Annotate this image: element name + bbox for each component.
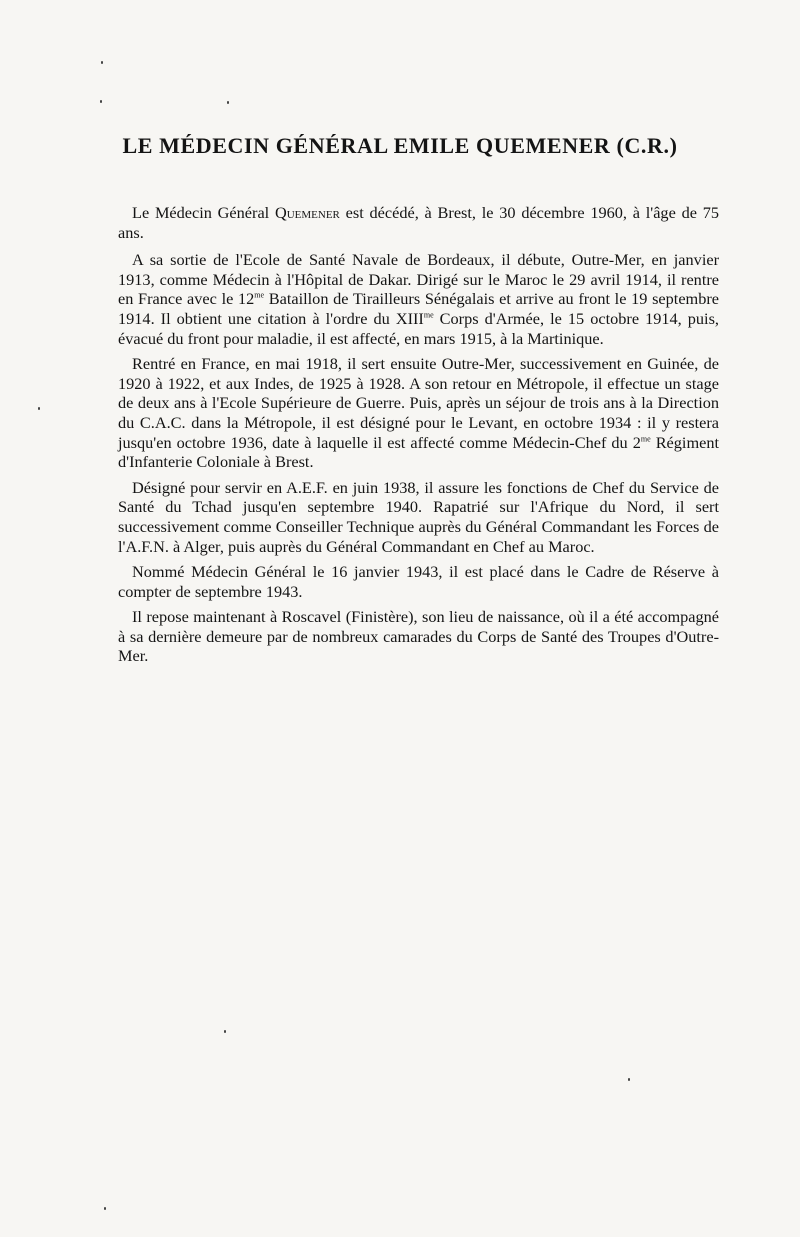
scan-speck	[628, 1078, 630, 1081]
scan-speck	[104, 1207, 106, 1210]
paragraph-1	[118, 203, 719, 242]
paragraph-6: Il repose maintenant à Roscavel (Finistère), son lieu de naissance, où il a été accompagné à sa dernière demeure par de nombreux camarades du Corps de Santé des Troupes d'Outre-Mer.	[118, 607, 719, 666]
article-body	[118, 203, 719, 672]
paragraph-4: Désigné pour servir en A.E.F. en juin 1938, il assure les fonctions de Chef du Service de Santé du Tchad jusqu'en septembre 1940. Rapatrié sur l'Afrique du Nord, il sert successivement comme Conseiller Technique auprès du Général Commandant les Forces de l'A.F.N. à Alger, puis auprès du Général Commandant en Chef au Maroc.	[118, 477, 719, 556]
paragraph-3-part-a: Rentré en France, en mai 1918, il sert ensuite Outre-Mer, successivement en Guinée, de 1920 à 1922, et aux Indes, de 1925 à 1928. A son retour en Métropole, il effectue un stage de deux ans à l'Ecole Supérieure de Guerre. Puis, après un séjour de trois ans à la Direction du C.A.C. dans la Métropole, il est désigné pour le Levant, en octobre 1934 : il y restera jusqu'en octobre 1936, date à laquelle il est affecté comme Médecin-Chef du 2	[118, 354, 719, 452]
page-title: LE MÉDECIN GÉNÉRAL EMILE QUEMENER (C.R.)	[122, 133, 678, 158]
scan-speck	[38, 407, 40, 410]
scan-speck	[227, 101, 229, 104]
ordinal-suffix: me	[640, 434, 651, 444]
paragraph-3	[118, 354, 719, 472]
scan-speck	[224, 1030, 226, 1033]
paragraph-2-part-a: A sa sortie de l'Ecole de Santé Navale de Bordeaux, il débute, Outre-Mer, en janvier 1913, comme Médecin à l'Hôpital de Dakar. Dirigé sur le Maroc le 29 avril 1914, il rentre en France avec le 12	[118, 250, 719, 309]
paragraph-5: Nommé Médecin Général le 16 janvier 1943, il est placé dans le Cadre de Réserve à compter de septembre 1943.	[118, 562, 719, 601]
paragraph-3-part-b: Régiment d'Infanterie Coloniale à Brest.	[118, 432, 719, 472]
paragraph-1-start: Le Médecin Général	[132, 203, 275, 222]
paragraph-2-part-c: Corps d'Armée, le 15 octobre 1914, puis, évacué du front pour maladie, il est affecté, en mars 1915, à la Martinique.	[118, 308, 719, 348]
paragraph-2-part-b: Bataillon de Tirailleurs Sénégalais et arrive au front le 19 septembre 1914. Il obtient une citation à l'ordre du XIII	[118, 289, 720, 328]
ordinal-suffix: me	[423, 310, 434, 320]
paragraph-2	[118, 250, 719, 348]
scan-speck	[100, 100, 102, 103]
ordinal-suffix: me	[254, 290, 265, 300]
surname: Quemener	[274, 203, 340, 222]
paragraph-1-end: est décédé, à Brest, le 30 décembre 1960, à l'âge de 75 ans.	[118, 203, 719, 242]
scan-speck	[101, 61, 103, 64]
